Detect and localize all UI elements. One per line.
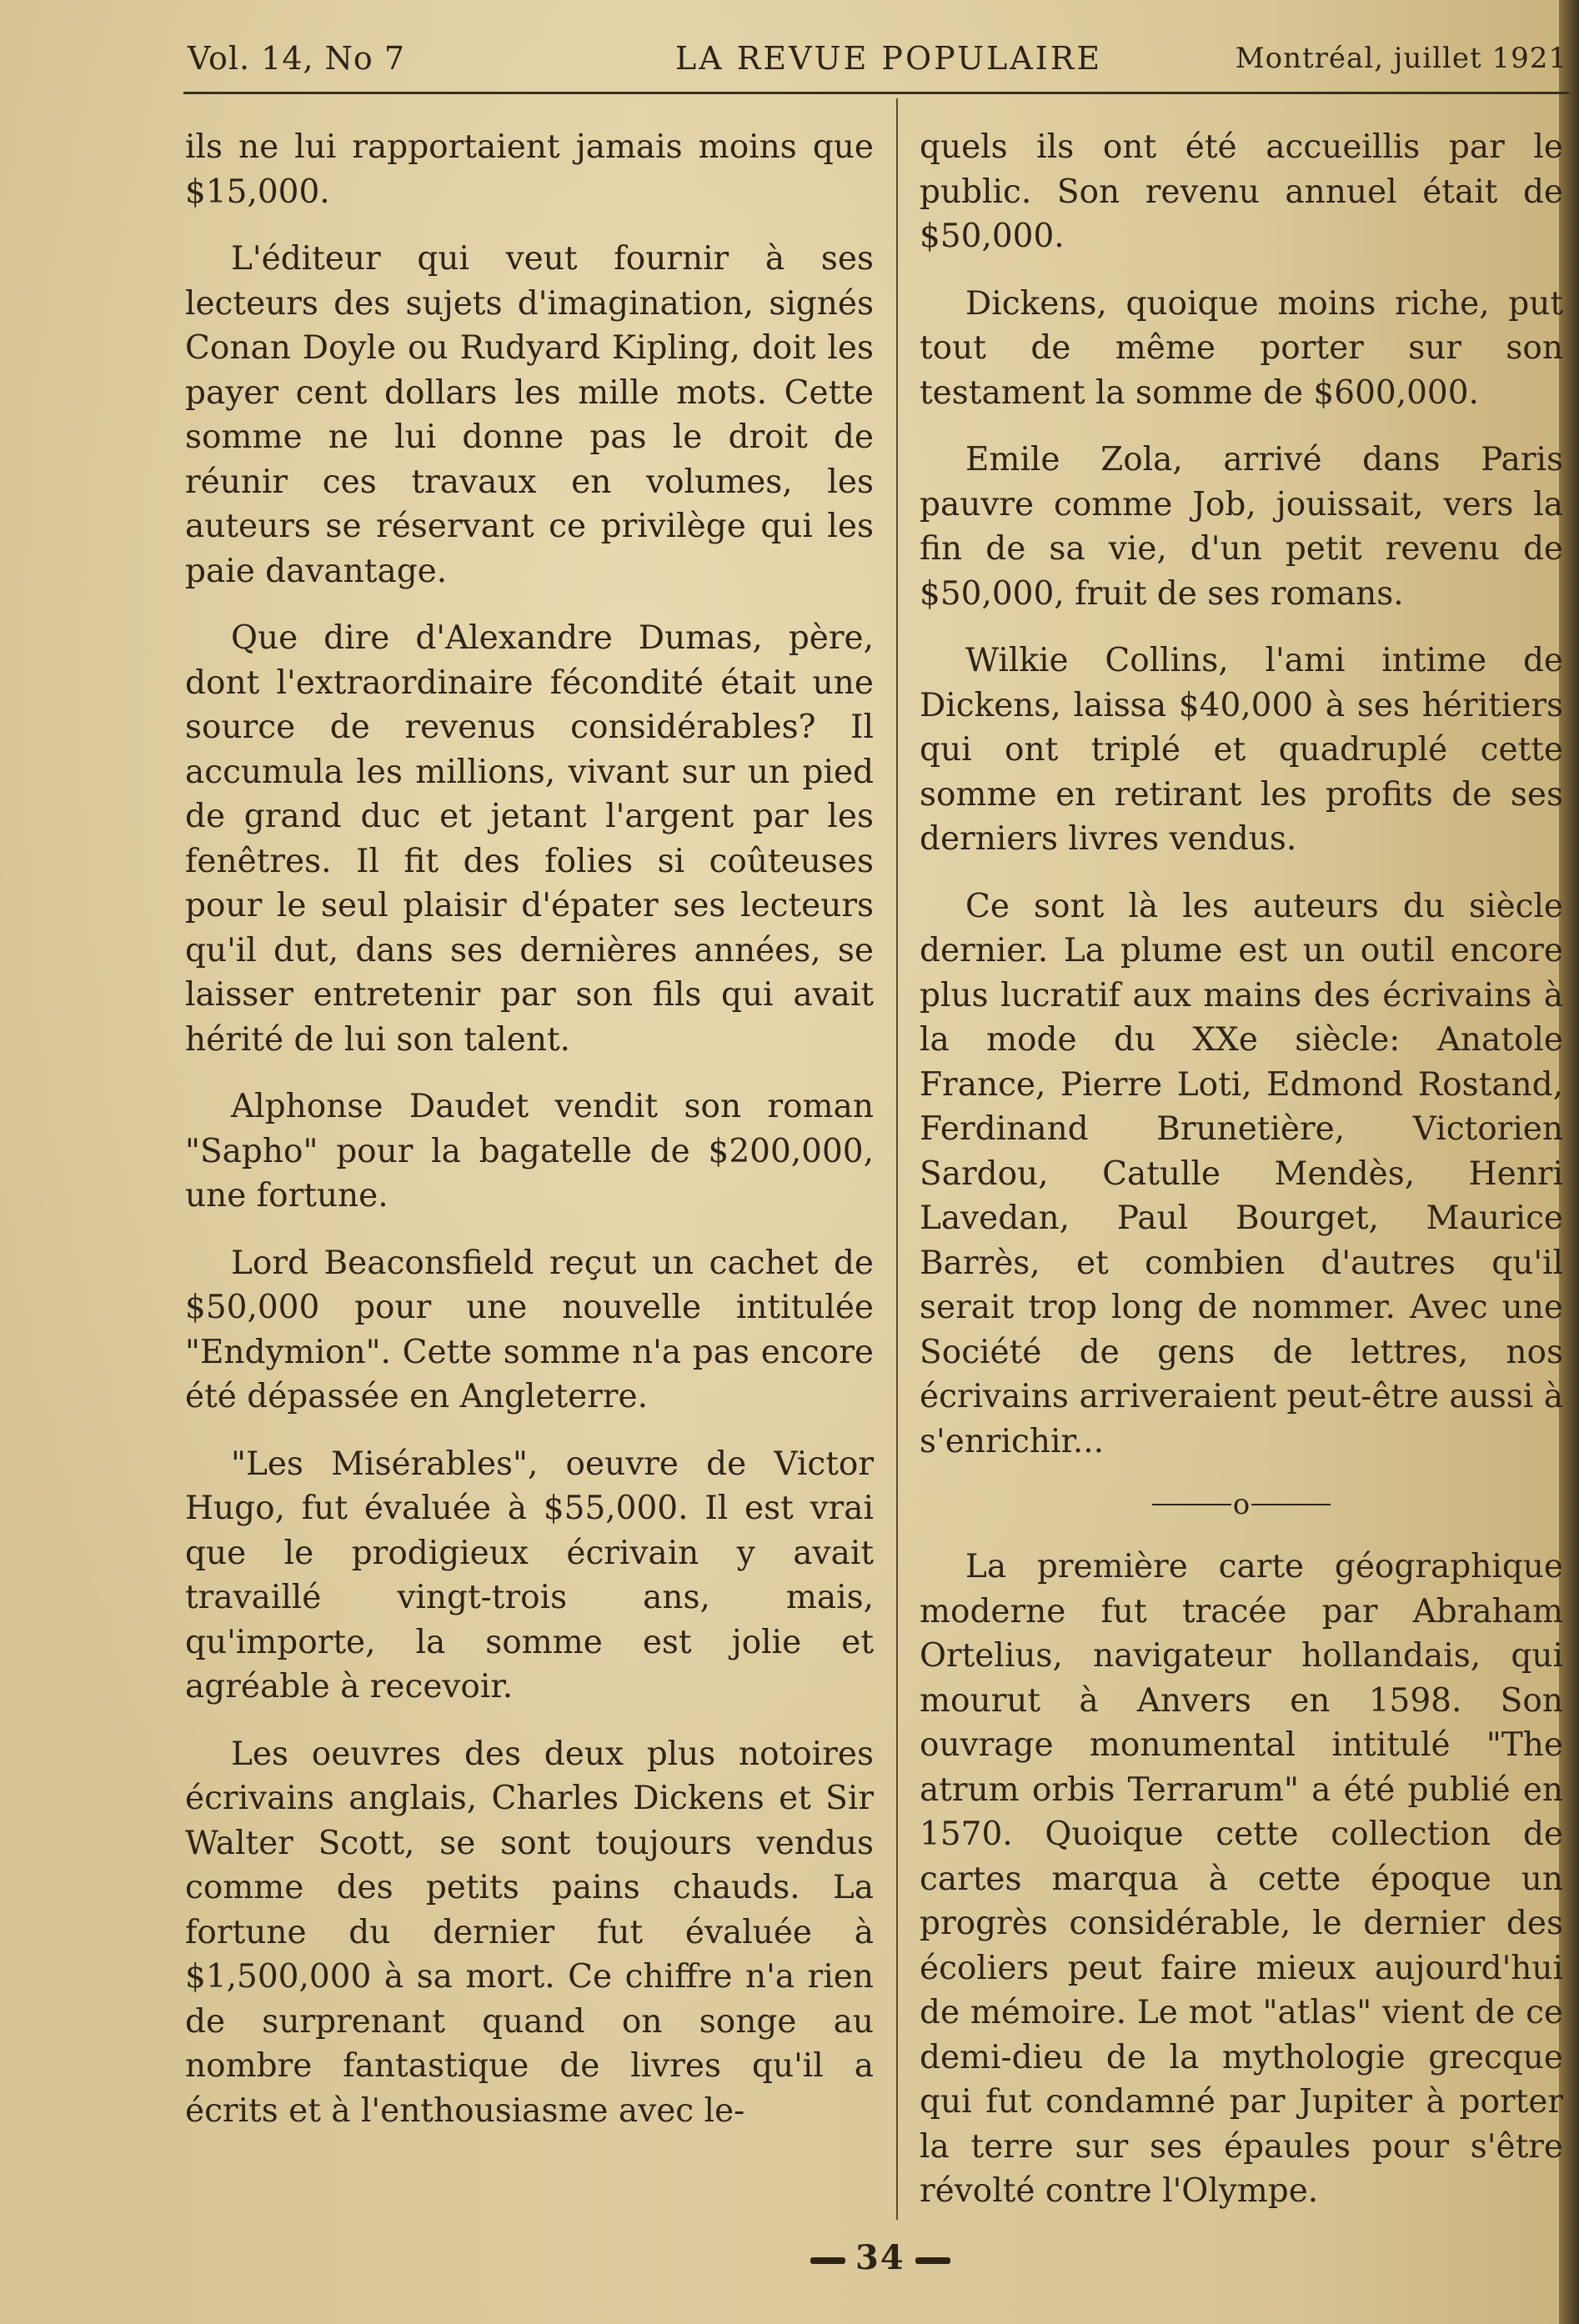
paragraph: Dickens, quoique moins riche, put tout de même porter sur son testament la somme de $600,000. xyxy=(920,284,1563,412)
separator-line xyxy=(1152,1504,1231,1505)
right-column xyxy=(920,125,1563,2236)
paragraph: Wilkie Collins, l'ami intime de Dickens, laissa $40,000 à ses héritiers qui ont triplé et quadruplé cette somme en retirant les profits de ses derniers livres vendus. xyxy=(920,642,1563,858)
paragraph: La première carte géographique moderne fut tracée par Abraham Ortelius, navigateur hollandais, qui mourut à Anvers en 1598. Son ouvrage monumental intitulé "The atrum orbis Terrarum" a été publié en 1570. Quoique cette collection de cartes marqua à cette époque un progrès considérable, le dernier des écoliers peut faire mieux aujourd'hui de mémoire. Le mot "atlas" vient de ce demi-dieu de la mythologie grecque qui fut condamné par Jupiter à porter la terre sur ses épaules pour s'être révolté contre l'Olympe. xyxy=(920,1548,1563,2210)
paragraph: "Les Misérables", oeuvre de Victor Hugo, fut évaluée à $55,000. Il est vrai que le prodigieux écrivain y avait travaillé vingt-trois ans, mais, qu'importe, la somme est jolie et agréable à recevoir. xyxy=(185,1445,874,1705)
page-number: 34 xyxy=(855,2238,905,2277)
publication-date: Montréal, juillet 1921 xyxy=(1235,42,1567,75)
paragraph: ils ne lui rapportaient jamais moins que $15,000. xyxy=(185,128,874,211)
paragraph: Alphonse Daudet vendit son roman "Sapho" pour la bagatelle de $200,000, une fortune. xyxy=(185,1088,874,1215)
page-footer xyxy=(800,2238,960,2277)
page-number-dash xyxy=(915,2257,950,2264)
paragraph: L'éditeur qui veut fournir à ses lecteurs des sujets d'imagination, signés Conan Doyle ou Rudyard Kipling, doit les payer cent dollars les mille mots. Cette somme ne lui donne pas le droit de réunir ces travaux en volumes, les auteurs se réservant ce privilège qui les paie davantage. xyxy=(185,240,874,590)
paragraph: Les oeuvres des deux plus notoires écrivains anglais, Charles Dickens et Sir Walter Scott, se sont toujours vendus comme des petits pains chauds. La fortune du dernier fut évaluée à $1,500,000 à sa mort. Ce chiffre n'a rien de surprenant quand on songe au nombre fantastique de livres qu'il a écrits et à l'enthousiasme avec le- xyxy=(185,1735,874,2130)
volume-number: Vol. 14, No 7 xyxy=(188,40,406,77)
column-divider xyxy=(896,98,898,2220)
paragraph: Que dire d'Alexandre Dumas, père, dont l'extraordinaire fécondité était une source de revenus considérables? Il accumula les millions, vivant sur un pied de grand duc et jetant l'argent par les fenêtres. Il fit des folies si coûteuses pour le seul plaisir d'épater ses lecteurs qu'il dut, dans ses dernières années, se laisser entretenir par son fils qui avait hérité de lui son talent. xyxy=(185,619,874,1059)
page-number-dash xyxy=(810,2257,845,2264)
separator-ornament: o xyxy=(1232,1488,1251,1521)
header-rule xyxy=(183,92,1569,94)
paragraph: Emile Zola, arrivé dans Paris pauvre comme Job, jouissait, vers la fin de sa vie, d'un petit revenu de $50,000, fruit de ses romans. xyxy=(920,441,1563,613)
separator-line xyxy=(1251,1504,1331,1505)
left-column xyxy=(185,125,874,2156)
paragraph: Ce sont là les auteurs du siècle dernier. La plume est un outil encore plus lucratif aux mains des écrivains à la mode du XXe siècle: Anatole France, Pierre Loti, Edmond Rostand, Ferdinand Brunetière, Victorien Sardou, Catulle Mendès, Henri Lavedan, Paul Bourget, Maurice Barrès, et combien d'autres qu'il serait trop long de nommer. Avec une Société de gens de lettres, nos écrivains arriveraient peut-être aussi à s'enrichir... xyxy=(920,887,1563,1460)
page-header xyxy=(188,40,1567,82)
paragraph: quels ils ont été accueillis par le public. Son revenu annuel était de $50,000. xyxy=(920,128,1563,255)
section-separator xyxy=(920,1486,1563,1520)
publication-title: LA REVUE POPULAIRE xyxy=(675,40,1103,77)
paragraph: Lord Beaconsfield reçut un cachet de $50,000 pour une nouvelle intitulée "Endymion". Cette somme n'a pas encore été dépassée en Angleterre. xyxy=(185,1244,874,1415)
